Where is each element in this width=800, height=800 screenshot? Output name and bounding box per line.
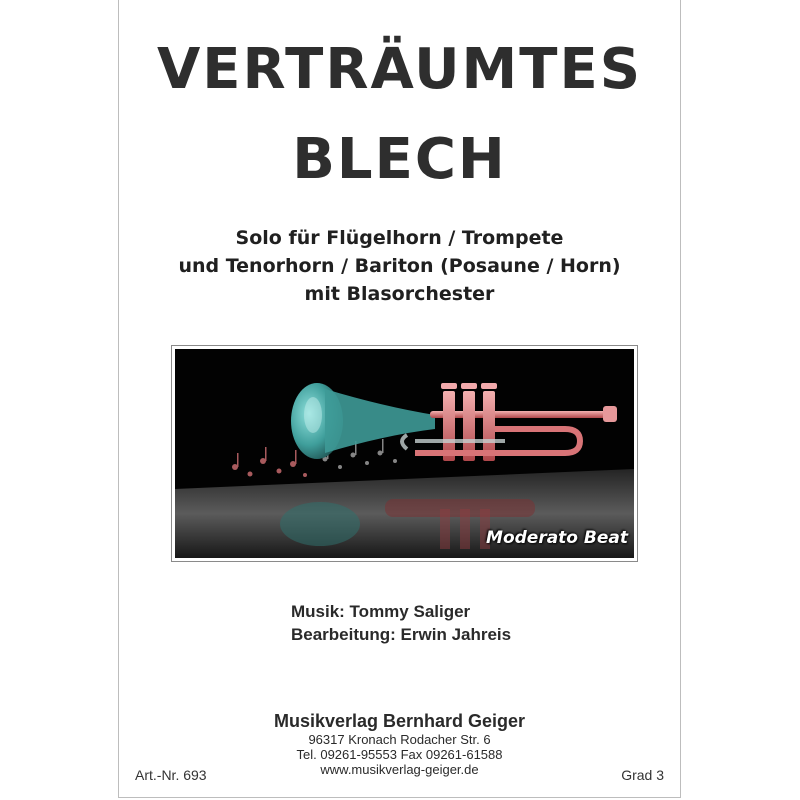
subtitle-line-1: Solo für Flügelhorn / Trompete — [235, 227, 564, 249]
publisher-website[interactable]: www.musikverlag-geiger.de — [320, 762, 479, 777]
subtitle-line-2: und Tenorhorn / Bariton (Posaune / Horn) — [178, 255, 621, 277]
credits — [291, 600, 511, 646]
subtitle-line-3: mit Blasorchester — [304, 283, 495, 305]
composer-credit: Musik: Tommy Saliger — [291, 602, 471, 621]
cover-image-frame — [171, 345, 638, 562]
difficulty-grade: Grad 3 — [621, 767, 664, 783]
title-line-1: VERTRÄUMTES — [156, 37, 643, 102]
article-number: Art.-Nr. 693 — [135, 767, 207, 783]
publisher-phone: Tel. 09261-95553 Fax 09261-61588 — [296, 747, 503, 762]
title-line-2: BLECH — [292, 127, 507, 192]
trumpet-image — [175, 349, 634, 558]
publisher-name: Musikverlag Bernhard Geiger — [273, 711, 526, 731]
publisher-address: 96317 Kronach Rodacher Str. 6 — [308, 732, 491, 747]
sheet-music-cover — [118, 0, 681, 798]
subtitle — [119, 224, 680, 308]
arranger-credit: Bearbeitung: Erwin Jahreis — [291, 625, 512, 644]
trumpet-illustration — [175, 349, 634, 558]
tempo-label: Moderato Beat — [486, 528, 628, 548]
